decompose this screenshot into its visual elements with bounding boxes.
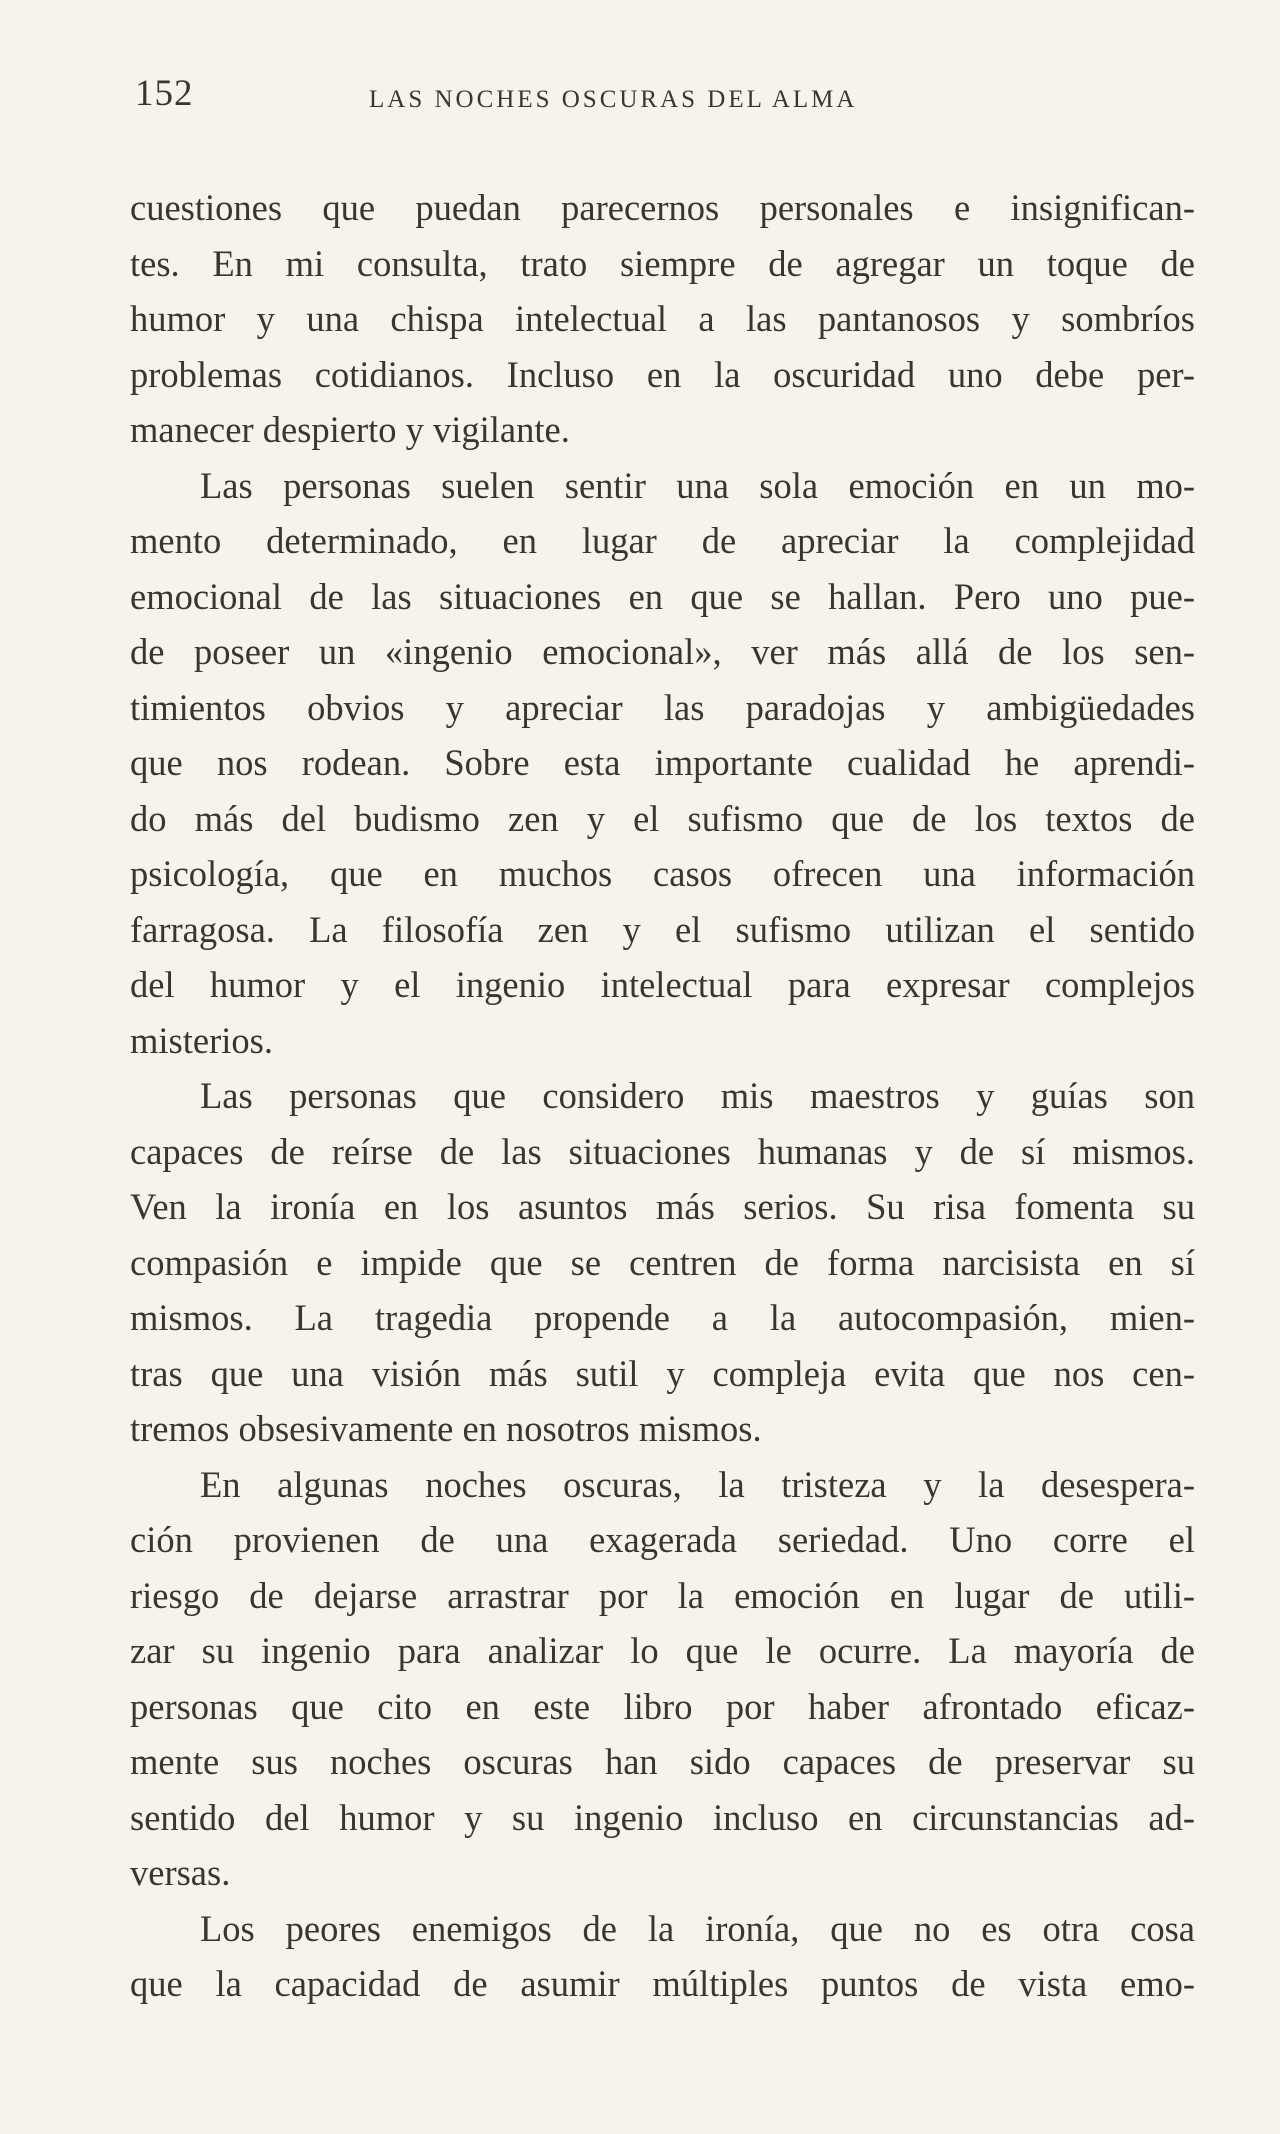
page-number: 152 [135, 73, 194, 114]
text-line: do más del budismo zen y el sufismo que de los textos de [130, 797, 1195, 839]
paragraph [130, 1068, 1195, 1457]
text-line: cuestiones que puedan parecernos personales e insignifican- [130, 187, 1195, 228]
text-line: tremos obsesivamente en nosotros mismos. [130, 1408, 762, 1449]
text-line: sentido del humor y su ingenio incluso en circunstancias ad- [130, 1796, 1195, 1838]
paragraph [130, 1457, 1195, 1901]
text-line: ción provienen de una exagerada seriedad. Uno corre el [130, 1519, 1195, 1560]
text-line: emocional de las situaciones en que se hallan. Pero uno pue- [130, 575, 1195, 617]
text-line: riesgo de dejarse arrastrar por la emoción en lugar de utili- [130, 1574, 1195, 1616]
text-line: psicología, que en muchos casos ofrecen una información [130, 853, 1195, 894]
text-line: Las personas suelen sentir una sola emoción en un mo- [200, 464, 1195, 506]
text-line: misterios. [130, 1019, 273, 1061]
text-line: personas que cito en este libro por haber afrontado eficaz- [130, 1685, 1195, 1727]
text-line: compasión e impide que se centren de forma narcisista en sí [130, 1241, 1195, 1283]
text-line: del humor y el ingenio intelectual para expresar complejos [130, 964, 1195, 1005]
paragraph [130, 180, 1195, 458]
page-header [135, 72, 1195, 132]
text-line: que nos rodean. Sobre esta importante cualidad he aprendi- [130, 742, 1195, 783]
text-line: zar su ingenio para analizar lo que le ocurre. La mayoría de [130, 1630, 1195, 1671]
text-line: manecer despierto y vigilante. [130, 409, 570, 450]
text-line: Las personas que considero mis maestros y guías son [200, 1075, 1195, 1116]
text-line: tras que una visión más sutil y compleja evita que nos cen- [130, 1352, 1195, 1394]
text-line: mente sus noches oscuras han sido capaces de preservar su [130, 1741, 1195, 1782]
running-title: LAS NOCHES OSCURAS DEL ALMA [369, 86, 858, 113]
text-line: humor y una chispa intelectual a las pantanosos y sombríos [130, 298, 1195, 339]
text-line: timientos obvios y apreciar las paradojas y ambigüedades [130, 686, 1195, 728]
text-line: farragosa. La filosofía zen y el sufismo utilizan el sentido [130, 908, 1195, 950]
text-line: En algunas noches oscuras, la tristeza y la desespera- [200, 1463, 1195, 1505]
text-line: Ven la ironía en los asuntos más serios. Su risa fomenta su [130, 1186, 1195, 1227]
text-line: de poseer un «ingenio emocional», ver más allá de los sen- [130, 631, 1195, 672]
text-line: mismos. La tragedia propende a la autocompasión, mien- [130, 1297, 1195, 1338]
text-line: capaces de reírse de las situaciones humanas y de sí mismos. [130, 1130, 1195, 1172]
text-line: versas. [130, 1852, 231, 1893]
text-line: Los peores enemigos de la ironía, que no es otra cosa [200, 1907, 1195, 1949]
paragraph [130, 1901, 1195, 2012]
text-line: tes. En mi consulta, trato siempre de agregar un toque de [130, 242, 1195, 284]
text-line: que la capacidad de asumir múltiples puntos de vista emo- [130, 1963, 1195, 2004]
text-line: problemas cotidianos. Incluso en la oscuridad uno debe per- [130, 353, 1195, 395]
text-line: mento determinado, en lugar de apreciar la complejidad [130, 520, 1195, 561]
paragraph [130, 458, 1195, 1069]
body-text [130, 180, 1195, 2012]
